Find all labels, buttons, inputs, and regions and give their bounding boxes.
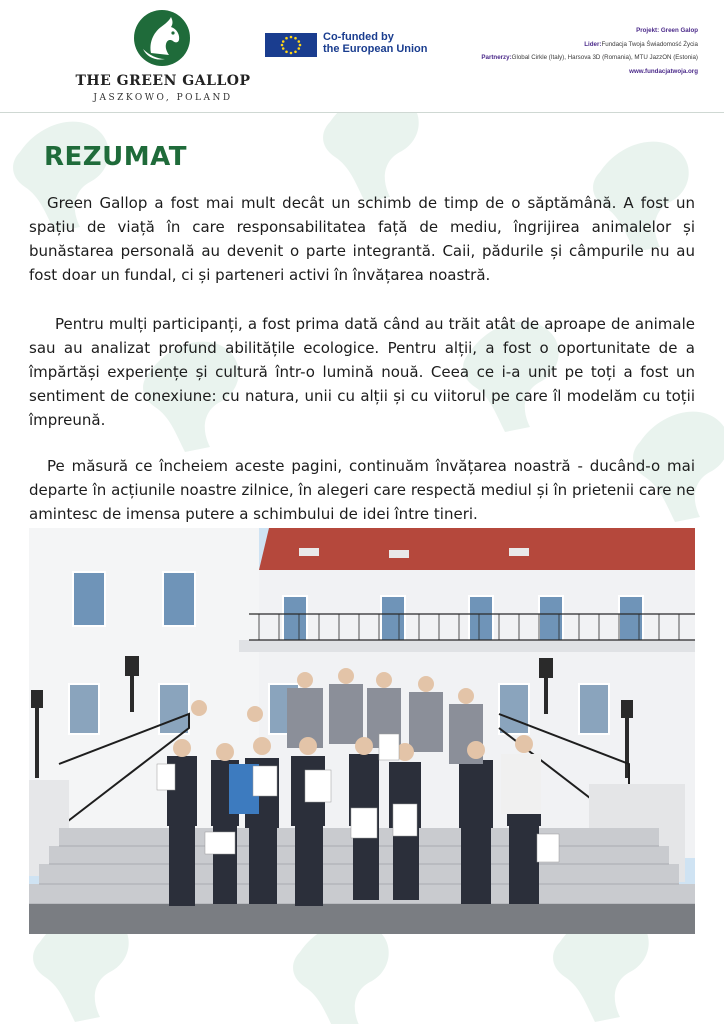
partners-label: Partnerzy: [481, 54, 512, 61]
horse-head-icon [133, 9, 191, 67]
paragraph-1: Green Gallop a fost mai mult decât un schimb de timp de o săptămână. A fost un spațiu de viață în care responsabilitatea față de mediu, îngrijirea animalelor și bunăstarea personală au devenit o parte integrantă. Caii, pădurile și câmpurile nu au fost doar un fundal, ci și parteneri activi în învățarea noastră. [29, 194, 695, 284]
section-title: REZUMAT [44, 142, 187, 172]
logo-subtitle: JASZKOWO, POLAND [93, 93, 233, 103]
partners-value: Global Cirkle (Italy), Harsova 3D (Romania), MTU JazzON (Estonia) [511, 54, 698, 61]
project-info [398, 24, 698, 78]
eu-text-line1: Co-funded by [323, 31, 394, 43]
leader-label: Lider: [584, 40, 602, 48]
project-line: Projekt: Green Galop [636, 27, 698, 34]
paragraph-2: Pentru mulți participanți, a fost prima dată când au trăit atât de aproape de animale sau au analizat profund abilitățile ecologice. Pentru alții, a fost o oportunitate de a împărtăși experiențe și cultură într-o lumină nouă. Ceea ce i-a unit pe toți a fost un sentiment de conexiune: cu natura, unii cu alții și cu viitorul pe care îl modelăm cu toții împreună. [29, 315, 695, 429]
group-photo [29, 528, 695, 934]
logo-title: THE GREEN GALLOP [75, 73, 251, 89]
eu-flag-icon [265, 33, 317, 57]
page-header [0, 0, 724, 113]
eu-text-line2: the European Union [323, 43, 428, 55]
website-link[interactable]: www.fundacjatwoja.org [629, 67, 698, 75]
leader-value: Fundacja Twoja Świadomość Życia [601, 40, 698, 48]
paragraph-3: Pe măsură ce încheiem aceste pagini, continuăm învățarea noastră - ducând-o mai departe în acțiunile noastre zilnice, în alegeri care respectă mediul și în prietenii care ne amintesc de imensa putere a schimbului de idei între tineri. [29, 457, 695, 523]
